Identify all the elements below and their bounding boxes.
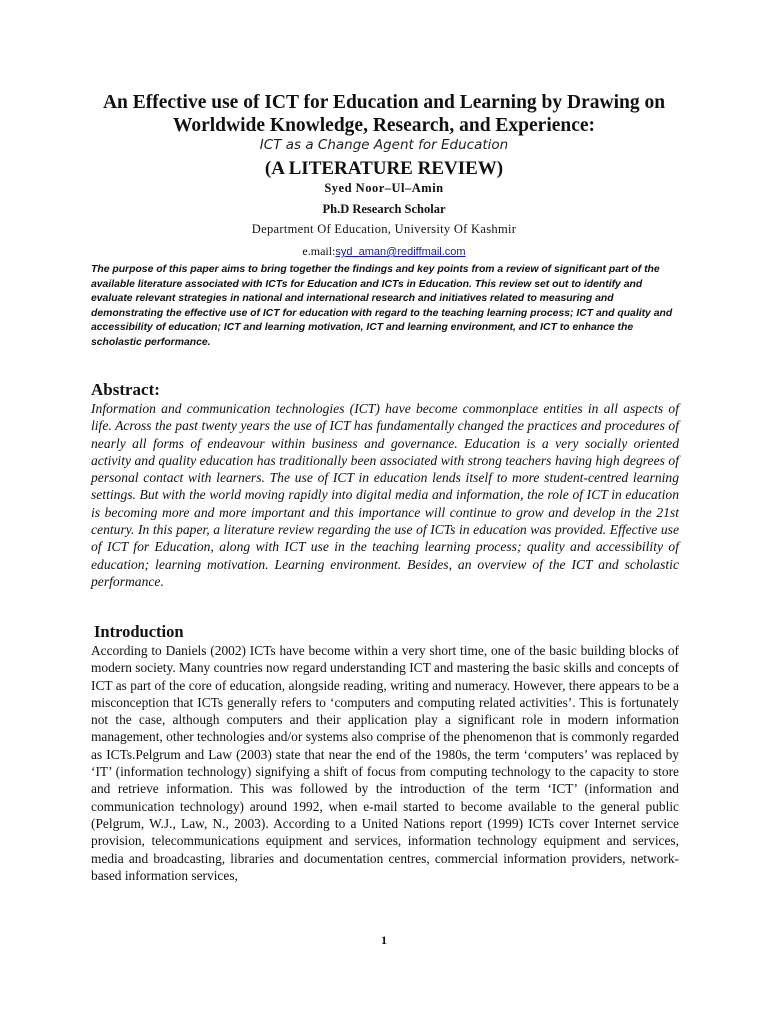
author-name: Syed Noor–Ul–Amin	[324, 181, 444, 195]
email-line	[0, 244, 768, 259]
introduction-heading: Introduction	[94, 622, 184, 641]
introduction-text: According to Daniels (2002) ICTs have become within a very short time, one of the basic building blocks of modern society. Many countries now regard understanding ICT and mastering the basic skills and concepts of ICT as part of the core of education, alongside reading, writing and numeracy. However, there appears to be a misconception that ICTs generally refers to ‘computers and computing related activities’. This is fortunately not the case, although computers and their application play a significant role in modern information management, other technologies and/or systems also comprise of the phenomenon that is commonly regarded as ICTs.Pelgrum and Law (2003) state that near the end of the 1980s, the term ‘computers’ was replaced by ‘IT’ (information technology) signifying a shift of focus from computing technology to the capacity to store and retrieve information. This was followed by the introduction of the term ‘ICT’ (information and communication technology) around 1992, when e-mail started to become available to the general public (Pelgrum, W.J., Law, N., 2003). According to a United Nations report (1999) ICTs cover Internet service provision, telecommunications equipment and services, information technology equipment and services, media and broadcasting, libraries and documentation centres, commercial information providers, network-based information services,	[91, 643, 679, 883]
paper-title-line-1: An Effective use of ICT for Education and Learning by Drawing on	[102, 92, 666, 113]
abstract-text: Information and communication technologies (ICT) have become commonplace entities in all aspects of life. Across the past twenty years the use of ICT has fundamentally changed the practices and procedures of nearly all forms of endeavour within business and governance. Education is a very socially oriented activity and quality education has traditionally been associated with strong teachers having high degrees of personal contact with learners. The use of ICT in education lends itself to more student-centred learning settings. But with the world moving rapidly into digital media and information, the role of ICT in education is becoming more and more important and this importance will continue to grow and develop in the 21st century. In this paper, a literature review regarding the use of ICTs in education was provided. Effective use of ICT for Education, along with ICT use in the teaching learning process; quality and accessibility of education; learning motivation. Learning environment. Besides, an overview of the ICT and scholastic performance.	[91, 401, 679, 589]
paper-title-line-2: Worldwide Knowledge, Research, and Experience:	[172, 115, 596, 136]
author-department: Department Of Education, University Of Kashmir	[251, 222, 517, 236]
abstract-heading: Abstract:	[91, 380, 160, 399]
email-link[interactable]: syd_aman@rediffmail.com	[335, 246, 466, 258]
author-role: Ph.D Research Scholar	[322, 202, 446, 216]
paper-subtitle: ICT as a Change Agent for Education	[259, 137, 509, 153]
literature-review-label: (A LITERATURE REVIEW)	[264, 158, 504, 179]
purpose-statement: The purpose of this paper aims to bring together the findings and key points from a review of significant part of the available literature associated with ICTs for Education and ICTs in Education. This review set out to identify and evaluate relevant strategies in national and international research and initiatives related to measuring and demonstrating the effective use of ICT for education with regard to the teaching learning process; ICT and quality and accessibility of education; ICT and learning motivation, ICT and learning environment, and ICT to enhance the scholastic performance.	[91, 264, 673, 348]
email-label: e.mail:	[302, 244, 336, 258]
page-number: 1	[381, 933, 387, 947]
